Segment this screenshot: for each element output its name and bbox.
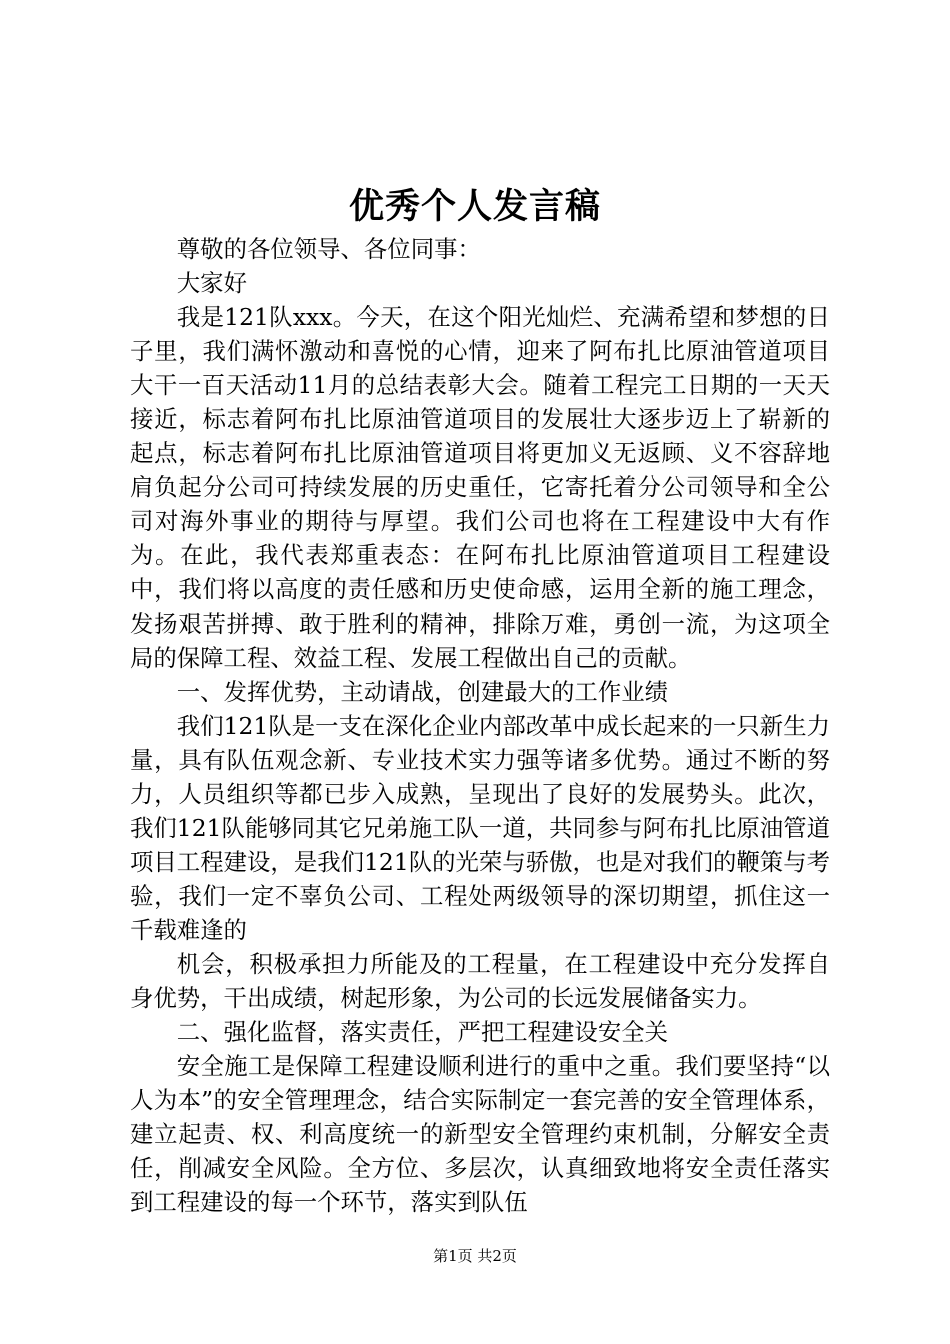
greeting: 大家好	[176, 269, 247, 298]
section-heading-2: 二、强化监督，落实责任，严把工程建设安全关	[176, 1018, 668, 1047]
paragraph-section1-a: 我们121队是一支在深化企业内部改革中成长起来的一只新生力量，具有队伍观念新、专业技术实力强等诸多优势。通过不断的努力，人员组织等都已步入成熟，呈现出了良好的发展势头。此次，我们121队能够同其它兄弟施工队一道，共同参与阿布扎比原油管道项目工程建设，是我们121队的光荣与骄傲，也是对我们的鞭策与考验，我们一定不辜负公司、工程处两级领导的深切期望，抓住这一千载难逢的	[130, 711, 830, 944]
document-body	[130, 232, 830, 1219]
section-heading-1: 一、发挥优势，主动请战，创建最大的工作业绩	[176, 677, 668, 706]
paragraph-section1-b: 机会，积极承担力所能及的工程量，在工程建设中充分发挥自身优势，干出成绩，树起形象，为公司的长远发展储备实力。	[130, 949, 830, 1013]
page-footer: 第1页 共2页	[433, 1247, 517, 1265]
document-title: 优秀个人发言稿	[348, 186, 601, 227]
paragraph-intro: 我是121队xxx。今天，在这个阳光灿烂、充满希望和梦想的日子里，我们满怀激动和喜悦的心情，迎来了阿布扎比原油管道项目大干一百天活动11月的总结表彰大会。随着工程完工日期的一天天接近，标志着阿布扎比原油管道项目的发展壮大逐步迈上了崭新的起点，标志着阿布扎比原油管道项目将更加义无返顾、义不容辞地肩负起分公司可持续发展的历史重任，它寄托着分公司领导和全公司对海外事业的期待与厚望。我们公司也将在工程建设中大有作为。在此，我代表郑重表态：在阿布扎比原油管道项目工程建设中，我们将以高度的责任感和历史使命感，运用全新的施工理念，发扬艰苦拼搏、敢于胜利的精神，排除万难，勇创一流，为这项全局的保障工程、效益工程、发展工程做出自己的贡献。	[130, 303, 830, 672]
paragraph-section2-a: 安全施工是保障工程建设顺利进行的重中之重。我们要坚持“以人为本”的安全管理理念，结合实际制定一套完善的安全管理体系，建立起责、权、利高度统一的新型安全管理约束机制，分解安全责任，削减安全风险。全方位、多层次，认真细致地将安全责任落实到工程建设的每一个环节，落实到队伍	[130, 1052, 830, 1217]
salutation: 尊敬的各位领导、各位同事：	[176, 235, 481, 263]
